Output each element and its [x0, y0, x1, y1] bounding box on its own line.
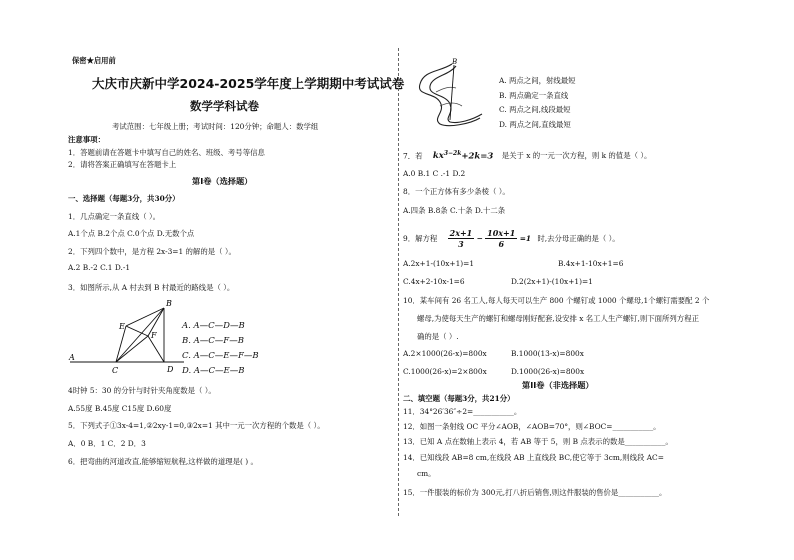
q12: 12．如图一条射线 OC 平分∠AOB，∠AOB=70°，则∠BOC=___________。 — [403, 422, 661, 431]
q1-stem: 1．几点确定一条直线（ ）。 — [68, 212, 161, 221]
q10-line-2: 螺母,为使每天生产的螺钉和螺母刚好配套,设安排 x 名工人生产螺钉,则下面所列方程正 — [417, 314, 699, 323]
q5-stem: 5．下列式子①3x-4=1,②2xy-1=0,③2x=1 其中一元一次方程的个数是（ ）。 — [68, 421, 325, 430]
q3-stem: 3．如图所示,从 A 村去到 B 村最近的路线是（ ）。 — [68, 283, 235, 292]
part1-heading: 第I卷（选择题） — [192, 176, 253, 186]
q6-option-a: A. 两点之间，射线最短 — [499, 76, 576, 85]
q11: 11．34°26′36″÷2=___________。 — [403, 407, 522, 416]
q3-label-e: E — [119, 322, 125, 331]
q10-option-a: A.2×1000(26-x)=800x — [403, 349, 487, 358]
q6-figure-label: B — [452, 58, 458, 66]
q7-prefix: 7．若 — [403, 151, 423, 161]
q1-options: A.1个点 B.2个点 C.0个点 D.无数个点 — [68, 229, 195, 238]
q10-option-c: C.1000(26-x)=2×800x — [403, 367, 487, 376]
q2-stem: 2．下列四个数中，是方程 2x-3=1 的解的是（ ）。 — [68, 247, 236, 256]
q10-line-3: 确的是（ ）. — [417, 332, 459, 341]
q9-option-b: B.4x+1-10x+1=6 — [558, 259, 624, 268]
q6-option-c: C. 两点之间,线段最短 — [499, 105, 571, 114]
q10-option-b: B.1000(13-x)=800x — [511, 349, 584, 358]
exam-title: 大庆市庆新中学2024-2025学年度上学期期中考试试卷 — [92, 76, 405, 91]
notice-item-1: 1．答题前请在答题卡中填写自己的姓名、班级、考号等信息 — [68, 148, 265, 157]
q9-prefix: 9．解方程 — [403, 234, 438, 243]
q3-label-a: A — [69, 353, 75, 362]
q14-line-1: 14．已知线段 AB=8 cm,在线段 AB 上直线段 BC,使它等于 3cm,则线段 AC= — [403, 453, 664, 462]
q6-stem: 6．把弯曲的河道改直,能够缩短航程,这样做的道理是( ) 。 — [68, 457, 258, 466]
q9-option-a: A.2x+1-(10x+1)=1 — [403, 259, 475, 268]
section2-heading: 二、填空题（每题3分，共21分） — [403, 394, 515, 403]
exam-info: 考试范围：七年级上册；考试时间：120分钟；命题人：数学组 — [112, 122, 319, 131]
q4-stem: 4时钟 5：30 的分针与时针夹角度数是（ ）。 — [68, 386, 216, 395]
q9-option-d: D.2(2x+1)-(10x+1)=1 — [511, 277, 593, 286]
q3-option-d: D. A—C—E—B — [182, 366, 245, 376]
q7-suffix: 是关于 x 的一元一次方程，则 k 的值是（ ）。 — [501, 151, 652, 161]
q7-expr: kx — [432, 151, 444, 162]
notice-title: 注意事项： — [68, 135, 105, 144]
q9-fraction-2: $\frac{10x+1}{6}$ — [487, 228, 516, 249]
q10-line-1: 10．某车间有 26 名工人,每人每天可以生产 800 个螺钉或 1000 个螺母,1个螺钉需要配 2 个 — [403, 296, 710, 305]
column-divider — [398, 48, 399, 516]
q9-suffix: 时,去分母正确的是（ ）。 — [537, 234, 620, 243]
q7-expr-tail: +2k=3 — [461, 151, 494, 162]
q14-line-2: cm。 — [417, 469, 436, 478]
q9-option-c: C.4x+2-10x-1=6 — [403, 277, 465, 286]
q7-options: A.0 B.1 C .-1 D.2 — [403, 169, 466, 178]
q3-label-f: F — [151, 331, 157, 340]
q5-options: A．0 B．1 C．2 D．3 — [68, 439, 146, 448]
q3-label-c: C — [112, 366, 119, 375]
q9-equals: =1 — [519, 234, 532, 243]
notice-item-2: 2．请将答案正确填写在答题卡上 — [68, 160, 177, 169]
q10-option-d: D.1000(26-x)=800x — [511, 367, 585, 376]
q6-option-b: B. 两点确定一条直线 — [499, 91, 569, 100]
part2-heading: 第II卷（非选择题） — [522, 380, 594, 390]
section1-heading: 一、选择题（每题3分，共30分） — [68, 194, 180, 203]
confidential-label: 保密★启用前 — [72, 56, 116, 65]
q9-fraction-1: $\frac{2x+1}{3}$ — [449, 228, 473, 249]
q8-stem: 8．一个正方体有多少条棱（ ）。 — [403, 187, 510, 196]
q3-option-c: C. A—C—E—F—B — [182, 351, 259, 361]
q7-stem — [403, 150, 651, 161]
q3-option-a: A. A—C—D—B — [182, 321, 245, 331]
q7-exponent: 3−2k — [443, 150, 462, 157]
q8-options: A.四条 B.8条 C.十条 D.十二条 — [403, 206, 506, 215]
q9-stem: 9．解方程 $\frac{2x+1}{3}$ − $\frac{10x+1}{6}$ =1 时,去分母正确的是（ ）。 — [403, 228, 620, 249]
q15: 15．一件服装的标价为 300元,打八折后销售,则这件服装的售价是___________。 — [403, 488, 667, 497]
q4-options: A.55度 B.45度 C15度 D.60度 — [68, 404, 172, 413]
q2-options: A.2 B.-2 C.1 D.-1 — [68, 263, 131, 272]
exam-subtitle: 数学学科试卷 — [190, 99, 259, 113]
q3-label-b: B — [166, 299, 172, 308]
q3-label-d: D — [167, 365, 174, 374]
q3-option-b: B. A—C—F—B — [182, 336, 244, 346]
q6-option-d: D. 两点之间,直线最短 — [499, 120, 571, 129]
q3-route-figure — [66, 298, 186, 376]
q13: 13．已知 A 点在数轴上表示 4，若 AB 等于 5，则 B 点表示的数是___________。 — [403, 437, 673, 446]
q6-river-figure — [410, 58, 490, 130]
